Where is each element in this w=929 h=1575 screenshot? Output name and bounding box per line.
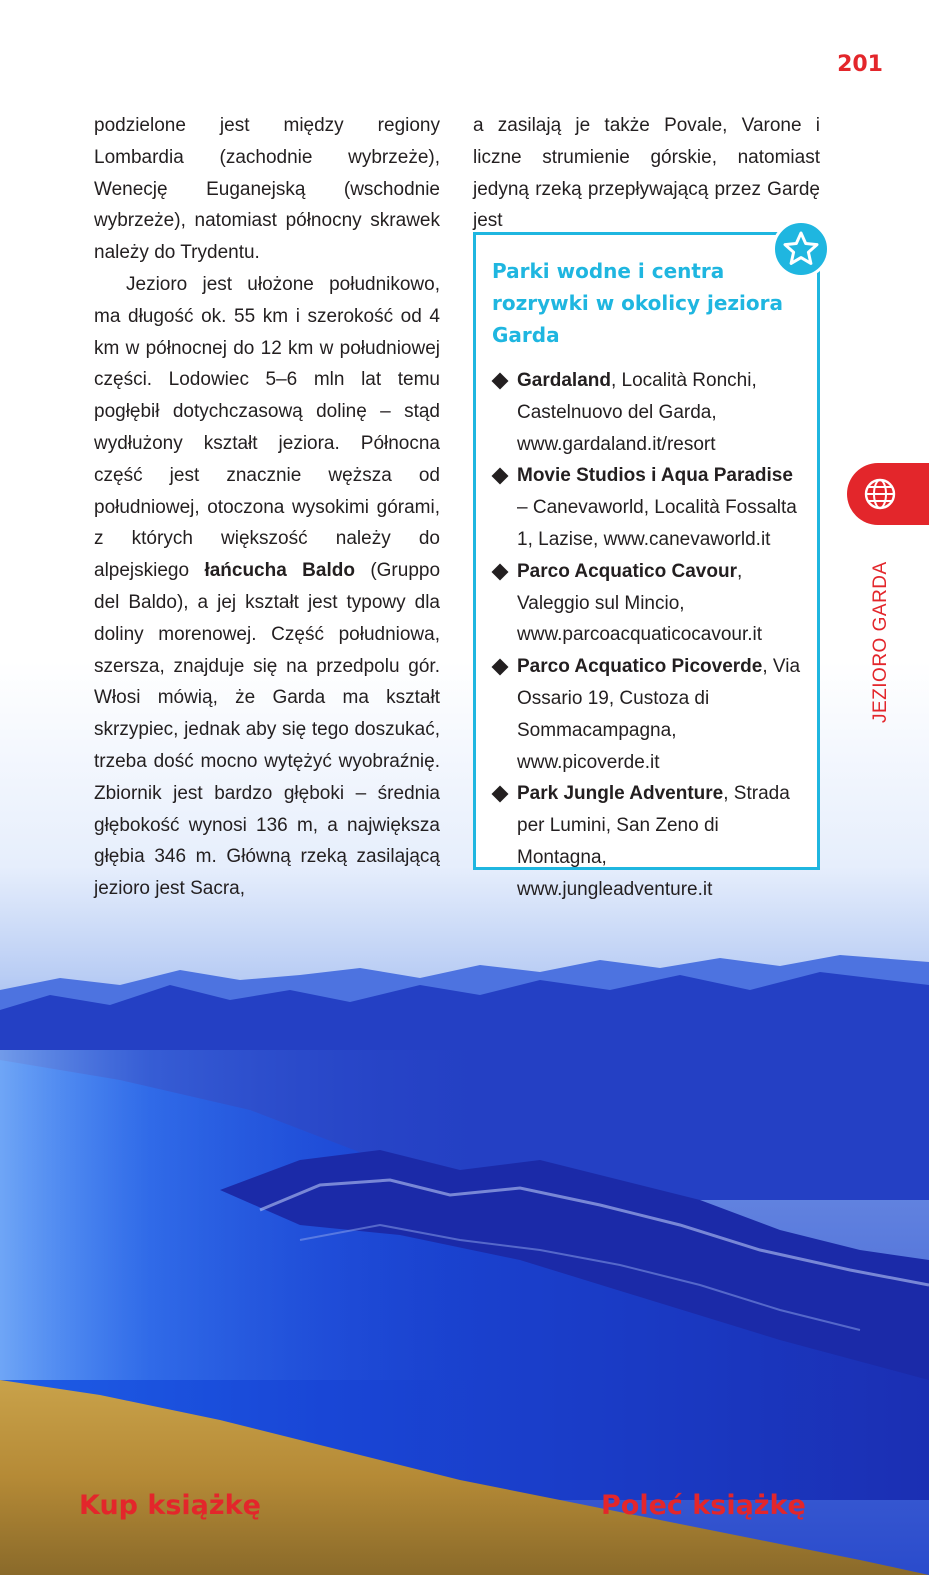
paragraph-text: (Gruppo del Baldo), a jej kształt jest typowy dla doliny morenowej. Część południowa, szersza, znajduje się na przedpolu gór. Włosi mówią, że Garda ma kształt skrzypiec, jednak aby się tego doszukać, trzeba dość mocno wytężyć wyobraźnię. Zbiornik jest bardzo głęboki – średnia głębokość wynosi 136 m, a największa głębia 346 m. Główną rzeką zasilającą jezioro jest Sacra, xyxy=(94,560,441,900)
paragraph xyxy=(94,269,440,905)
chapter-tab xyxy=(847,463,929,525)
left-column xyxy=(94,110,440,905)
diamond-bullet-icon xyxy=(492,786,509,803)
list-item xyxy=(492,556,801,651)
list-item xyxy=(492,651,801,778)
chapter-title-text: JEZIORO GARDA xyxy=(870,561,891,723)
park-detail: , Strada per Lumini, San Zeno di Montagna, www.jungleadventure.it xyxy=(517,783,790,900)
globe-icon xyxy=(863,477,897,511)
park-name: Parco Acquatico Picoverde xyxy=(517,656,763,678)
page-number: 201 xyxy=(837,52,883,77)
park-name: Parco Acquatico Cavour xyxy=(517,560,737,582)
diamond-bullet-icon xyxy=(492,373,509,390)
park-detail: , Valeggio sul Mincio, www.parcoacquaticocavour.it xyxy=(517,560,763,646)
buy-book-link[interactable]: Kup książkę xyxy=(79,1490,261,1521)
park-detail: , Località Ronchi, Castelnuovo del Garda, www.gardaland.it/resort xyxy=(517,370,757,455)
list-item xyxy=(492,460,801,555)
park-name: Gardaland xyxy=(517,370,611,391)
diamond-bullet-icon xyxy=(492,563,509,580)
list-item xyxy=(492,778,801,905)
info-box-title: Parki wodne i centra rozrywki w okolicy jeziora Garda xyxy=(492,259,784,347)
park-detail: , Via Ossario 19, Custoza di Sommacampagna, www.picoverde.it xyxy=(517,656,801,773)
list-item xyxy=(492,365,801,460)
park-detail: – Canevaworld, Località Fossalta 1, Lazise, www.canevaworld.it xyxy=(517,497,797,550)
star-icon xyxy=(781,229,821,269)
recommend-book-link[interactable]: Poleć książkę xyxy=(601,1490,806,1521)
paragraph-text: Jezioro jest ułożone południkowo, ma długość ok. 55 km i szerokość od 4 km w północnej do 12 km w południowej części. Lodowiec 5–6 mln lat temu pogłębił dotychczasową dolinę – stąd wydłużony kształt jeziora. Północna część jest znacznie węższa od południowej, otoczona wysokimi górami, z których większość należy do alpejskiego xyxy=(94,273,440,582)
park-name: Park Jungle Adventure xyxy=(517,783,724,805)
right-column-text: a zasilają je także Povale, Varone i liczne strumienie górskie, natomiast jedyną rzeką przepływającą przez Gardę jest xyxy=(473,115,820,232)
bold-term: łańcucha Baldo xyxy=(204,560,355,582)
info-box xyxy=(473,232,820,900)
park-list xyxy=(492,365,801,906)
chapter-side-title xyxy=(868,561,898,725)
diamond-bullet-icon xyxy=(492,468,509,485)
star-badge xyxy=(772,220,830,278)
diamond-bullet-icon xyxy=(492,659,509,676)
paragraph: podzielone jest między regiony Lombardia (zachodnie wybrzeże), Wenecję Euganejską (wschodnie wybrzeże), natomiast północny skrawek należy do Trydentu. xyxy=(94,115,440,264)
park-name: Movie Studios i Aqua Paradise xyxy=(517,465,793,487)
